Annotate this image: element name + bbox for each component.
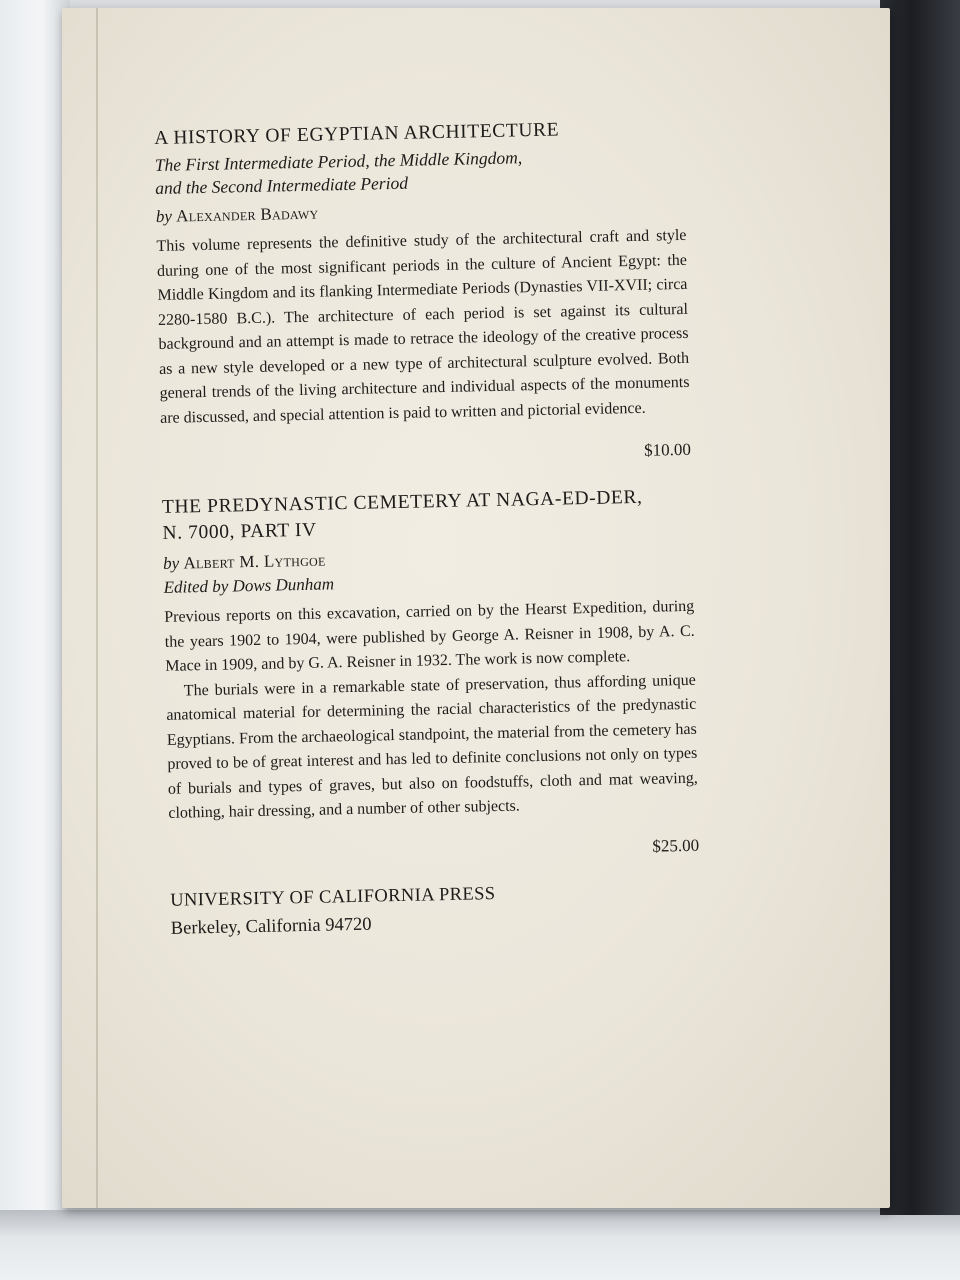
jacket-fold-line (96, 8, 98, 1208)
book-1-author: Alexander Badawy (175, 203, 319, 226)
book-2-description-1: Previous reports on this excavation, carried on by the Hearst Expedition, during the years 1902 to 1904, were published by George A. Reisner in 1908, by A. C. Mace in 1909, and by G. A. Reisner in 1932. The work is now complete. (164, 597, 695, 675)
by-label: by (155, 206, 173, 226)
book-1-description: This volume represents the definitive study of the architectural craft and style during one of the most significant periods in the culture of Ancient Egypt: the Middle Kingdom and its flanking Intermediate Periods (Dynasties VII-XVII; circa 2280-1580 B.C.). The architecture of each period is set against its cultural background and an attempt is made to retrace the ideology of the creative process as a new style developed or a new type of architectural sculpture evolved. Both general trends of the living architecture and individual aspects of the monuments are discussed, and special attention is paid to written and pictorial evidence. (156, 226, 690, 427)
publisher-block (170, 875, 701, 942)
background-wall (0, 0, 70, 1280)
background-surface (0, 1210, 960, 1280)
book-2-title (162, 484, 693, 547)
book-2-price: $25.00 (652, 835, 700, 856)
book-2-editor: Edited by Dows Dunham (163, 574, 335, 597)
book-2-title-line: THE PREDYNASTIC CEMETERY AT NAGA-ED-DER, (161, 486, 643, 518)
book-1-subtitle-line: and the Second Intermediate Period (155, 172, 409, 198)
book-2-title-line: N. 7000, PART IV (162, 519, 317, 544)
publisher-address: Berkeley, California 94720 (170, 914, 372, 939)
book-listing-2 (162, 484, 700, 869)
book-1-byline (156, 194, 686, 229)
book-edge (880, 0, 960, 1215)
book-1-subtitle (155, 143, 686, 200)
book-1-title: A HISTORY OF EGYPTIAN ARCHITECTURE (154, 119, 560, 149)
book-listing-1 (154, 115, 691, 473)
by-label: by (162, 553, 180, 573)
book-2-description-2: The burials were in a remarkable state of preservation, thus affording unique anatomical material for determining the racial characteristics of the predynastic Egyptians. From the archaeological standpoint, the material from the cemetery has proved to be of great interest and has led to definite conclusions not only on types of burials and types of graves, but also on foodstuffs, cloth and mat weaving, clothing, hair dressing, and a number of other subjects. (166, 671, 698, 822)
book-2-byline (163, 541, 694, 600)
jacket-text (154, 115, 701, 942)
book-1-price: $10.00 (643, 439, 692, 460)
publisher-name: UNIVERSITY OF CALIFORNIA PRESS (170, 883, 496, 911)
book-1-subtitle-line: The First Intermediate Period, the Middle Kingdom, (154, 147, 523, 175)
book-2-author: Albert M. Lythgoe (183, 550, 326, 573)
